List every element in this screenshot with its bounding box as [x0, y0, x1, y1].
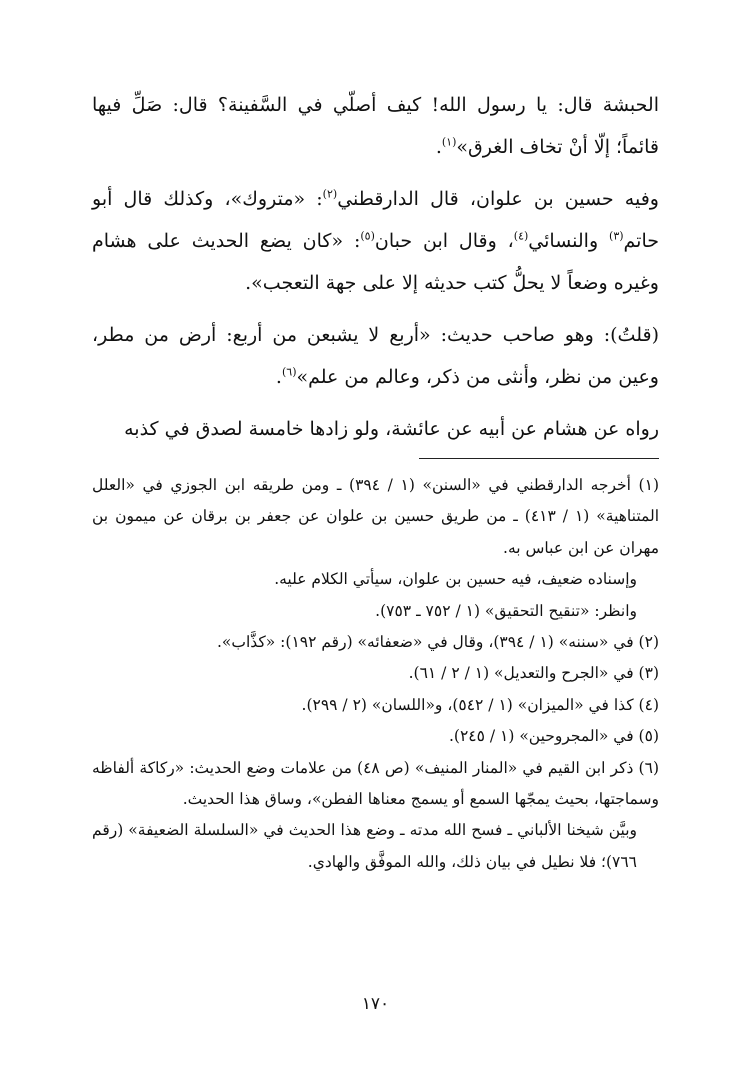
page-number: ١٧٠ — [361, 994, 390, 1014]
footnote-6-note: وبيَّن شيخنا الألباني ـ فسح الله مدته ـ وضع هذا الحديث في «السلسلة الضعيفة» (رقم ٧٦٦)؛ فلا نطيل في بيان ذلك، والله الموفَّق والهادي. — [92, 821, 637, 871]
footnote-6: (٦) ذكر ابن القيم في «المنار المنيف» (ص ٤٨) من علامات وضع الحديث: «ركاكة ألفاظه وسماجتها، بحيث يمجّها السمع أو يسمج معناها الفطن»، وساق هذا الحديث. — [92, 758, 659, 809]
paragraph-2-text-b: : «متروك»، وكذلك قال أبو حاتم — [92, 188, 659, 252]
paragraph-4-text: رواه عن هشام عن أبيه عن عائشة، ولو زادها خامسة لصدق في كذبه — [124, 418, 659, 440]
footnote-ref-5: (٥) — [360, 229, 375, 243]
paragraph-2-text-d: ، وقال ابن حبان — [374, 230, 514, 252]
footnote-ref-4: (٤) — [513, 229, 529, 243]
footnote-4: (٤) كذا في «الميزان» (١ / ٥٤٢)، و«اللسان» (٢ / ٢٩٩). — [301, 695, 659, 714]
paragraph-2 — [92, 178, 659, 304]
footnotes-section — [92, 470, 659, 878]
paragraph-2-text-c: والنسائي — [528, 230, 610, 252]
paragraph-2-text-a: وفيه حسين بن علوان، قال الدارقطني — [337, 188, 659, 210]
paragraph-3 — [92, 314, 659, 398]
main-text — [92, 84, 659, 460]
footnote-2: (٢) في «سننه» (١ / ٣٩٤)، وقال في «ضعفائه» (رقم ١٩٢): «كذَّاب». — [216, 633, 659, 652]
footnote-ref-3: (٣) — [609, 229, 624, 243]
paragraph-3-text: (قلتُ): وهو صاحب حديث: «أربع لا يشبعن من أربع: أرض من مطر، وعين من نظر، وأنثى من ذكر، وعالم من علم» — [92, 324, 659, 388]
paragraph-2-text-e: : «كان يضع الحديث على هشام وغيره وضعاً لا يحلُّ كتب حديثه إلا على جهة التعجب». — [92, 230, 659, 294]
footnote-1-note-a: وإسناده ضعيف، فيه حسين بن علوان، سيأتي الكلام عليه. — [274, 570, 637, 589]
footnote-ref-6: (٦) — [281, 365, 297, 379]
footnote-ref-2: (٢) — [322, 187, 338, 201]
footnote-1-note-b: وانظر: «تنقيح التحقيق» (١ / ٧٥٢ ـ ٧٥٣). — [375, 601, 637, 620]
paragraph-1-text: الحبشة قال: يا رسول الله! كيف أصلّي في السَّفينة؟ قال: صَلِّ فيها قائماً؛ إلّا أنْ تخاف الغرق» — [92, 94, 659, 158]
footnote-3: (٣) في «الجرح والتعديل» (١ / ٢ / ٦١). — [408, 664, 659, 683]
paragraph-3-end: . — [275, 366, 282, 388]
footnote-separator — [419, 458, 659, 459]
paragraph-1-end: . — [435, 136, 442, 158]
footnote-ref-1: (١) — [441, 135, 457, 149]
paragraph-1 — [92, 84, 659, 168]
paragraph-4 — [92, 408, 659, 450]
footnote-1: (١) أخرجه الدارقطني في «السنن» (١ / ٣٩٤) ـ ومن طريقه ابن الجوزي في «العلل المتناهية» (١ / ٤١٣) ـ من طريق حسين بن علوان عن جعفر بن برقان عن ميمون بن مهران عن ابن عباس به. — [92, 476, 659, 557]
footnote-5: (٥) في «المجروحين» (١ / ٢٤٥). — [448, 727, 659, 746]
